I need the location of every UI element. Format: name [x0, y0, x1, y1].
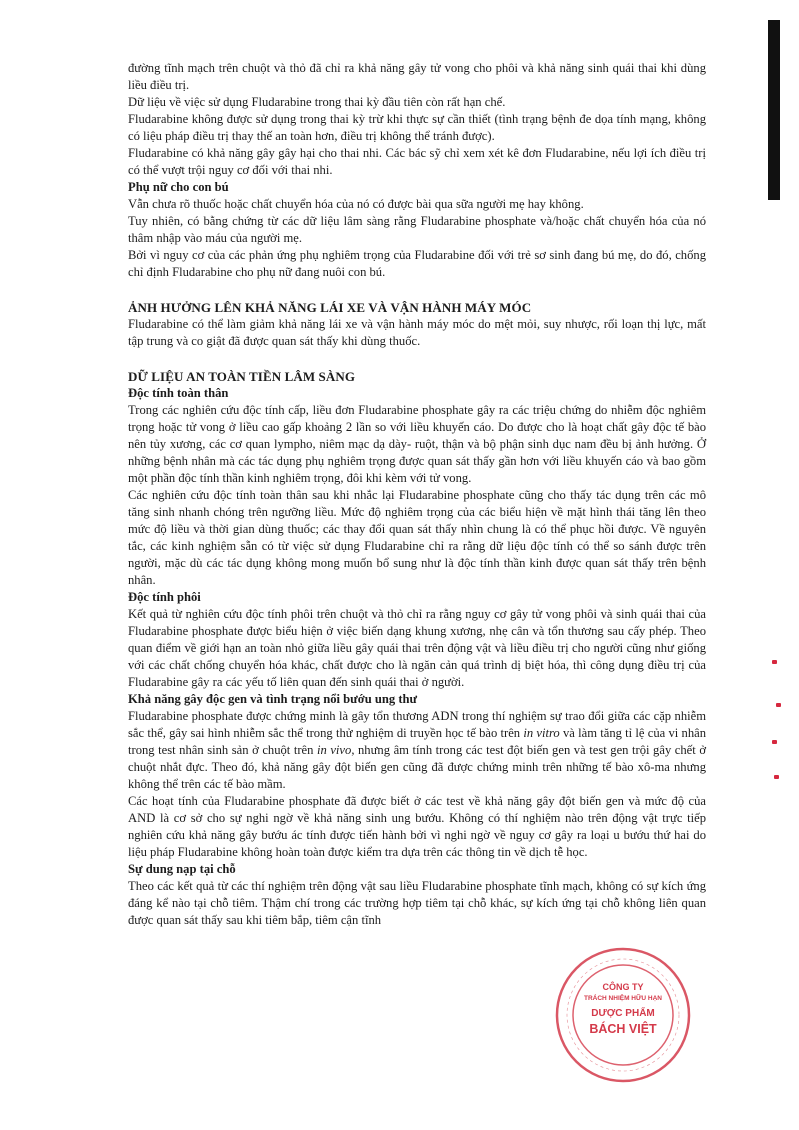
paragraph: đường tĩnh mạch trên chuột và thỏ đã chỉ ra khả năng gây tử vong cho phôi và khả năng sinh quái thai khi dùng liều điều trị. — [128, 61, 706, 92]
stamp-text-line2: TRÁCH NHIỆM HỮU HẠN — [584, 995, 662, 1002]
stamp-text-line1: CÔNG TY — [602, 982, 644, 992]
italic-term: in vivo — [316, 743, 352, 757]
paragraph: Fludarabine không được sử dụng trong thai kỳ trừ khi thực sự cần thiết (tình trạng bệnh đe dọa tính mạng, không có liệu pháp điều trị thay thế an toàn hơn, điều trị không thể tránh được). — [128, 112, 706, 143]
stamp-text-line3: DƯỢC PHẨM — [591, 1008, 655, 1019]
subheading-local-tolerance: Sự dung nạp tại chỗ — [128, 862, 236, 876]
paragraph: Dữ liệu về việc sử dụng Fludarabine trong thai kỳ đầu tiên còn rất hạn chế. — [128, 95, 506, 109]
document-page — [128, 60, 706, 929]
margin-mark — [772, 740, 777, 744]
section-heading-preclinical: DỮ LIỆU AN TOÀN TIỀN LÂM SÀNG — [128, 369, 356, 384]
paragraph: Kết quả từ nghiên cứu độc tính phôi trên chuột và thỏ chỉ ra rằng nguy cơ gây tử vong phôi và sinh quái thai của Fludarabine phosphate được biểu hiện ở việc biến dạng khung xương, nhẹ cân và tổn thương sau cấy phép. Theo quan điểm về giới hạn an toàn nhỏ giữa liều gây quái thai trên động vật và liều điều trị cho người cũng như giống với các chất chống chuyển hóa khác, chất được cho là ngăn cản quá trình dị biệt hóa, thì công dụng điều trị của Fludarabine gây ra các yếu tố liên quan đến sinh quái thai ở người. — [128, 607, 706, 689]
paragraph: Fludarabine có khả năng gây gây hại cho thai nhi. Các bác sỹ chỉ xem xét kê đơn Fludarabine, nếu lợi ích điều trị có thể vượt trội nguy cơ đối với thai nhi. — [128, 146, 706, 177]
margin-mark — [772, 660, 777, 664]
stamp-text-line4: BÁCH VIỆT — [589, 1022, 657, 1036]
paragraph: Vẫn chưa rõ thuốc hoặc chất chuyển hóa của nó có được bài qua sữa người mẹ hay không. — [128, 197, 584, 211]
section-heading-driving: ẢNH HƯỞNG LÊN KHẢ NĂNG LÁI XE VÀ VẬN HÀNH MÁY MÓC — [128, 300, 532, 315]
paragraph-text: và làm tăng tỉ lệ của vi nhân trong test nhân sinh sản ở chuột trên — [128, 726, 707, 757]
subheading-systemic-toxicity: Độc tính toàn thân — [128, 386, 229, 400]
paragraph: Fludarabine có thể làm giảm khả năng lái xe và vận hành máy móc do mệt mỏi, suy nhược, rối loạn thị lực, mất tập trung và co giật đã được quan sát thấy khi dùng thuốc. — [128, 317, 706, 348]
subheading-embryo-toxicity: Độc tính phôi — [128, 590, 201, 604]
paragraph: Tuy nhiên, có bằng chứng từ các dữ liệu lâm sàng rằng Fludarabine phosphate và/hoặc chất chuyển hóa của nó thâm nhập vào máu của người mẹ. — [128, 214, 706, 245]
paragraph: Các hoạt tính của Fludarabine phosphate đã được biết ở các test về khả năng gây đột biến gen và mức độ của AND là cơ sở cho sự nghi ngờ về khả năng sinh ung bướu. Không có thí nghiệm nào trên động vật trực tiếp nghiên cứu khả năng gây bướu ác tính được tiến hành bởi vì nghi ngờ về nguy cơ gây ra loại u bướu thứ hai do liệu pháp Fludarabine không hoàn toàn được kiểm tra dựa trên các thông tin về dịch tễ học. — [128, 794, 706, 859]
paragraph — [128, 708, 706, 793]
paragraph: Các nghiên cứu độc tính toàn thân sau khi nhắc lại Fludarabine phosphate cũng cho thấy tác dụng trên các mô tăng sinh nhanh chóng trên ngưỡng liều. Mức độ nghiêm trọng của các biểu hiện về mặt hình thái tăng lên theo mức độ liều và thời gian dùng thuốc; các thay đổi quan sát thấy nhìn chung là có thể phục hồi được. Về nguyên tắc, các kinh nghiệm sẵn có từ việc sử dụng Fludarabine chỉ ra rằng dữ liệu độc tính có thể so sánh được trên người, mặc dù các tác dụng không mong muốn bổ sung như là độc tính thần kinh được quan sát thấy trên bệnh nhân. — [128, 488, 706, 587]
paragraph: Trong các nghiên cứu độc tính cấp, liều đơn Fludarabine phosphate gây ra các triệu chứng do nhiễm độc nghiêm trọng hoặc tử vong ở liều cao gấp khoảng 2 lần so với liều khuyến cáo. Do được cho là hoạt chất gây độc tế bào nên tủy xương, các cơ quan lympho, niêm mạc dạ dày- ruột, thận và bộ phận sinh dục nam đều bị ảnh hưởng. Ở những bệnh nhân mà các tác dụng phụ nghiêm trọng được quan sát thấy gần hơn với liều khuyến cáo và bao gồm một phần độc tính thần kinh nghiêm trọng, đôi khi kèm với tử vong. — [128, 403, 706, 485]
margin-mark — [774, 775, 779, 779]
margin-mark — [776, 703, 781, 707]
scan-edge-bar — [768, 20, 780, 200]
subheading-genotoxicity: Khả năng gây độc gen và tình trạng nổi bướu ung thư — [128, 692, 418, 706]
subheading-breastfeeding: Phụ nữ cho con bú — [128, 180, 229, 194]
paragraph: Theo các kết quả từ các thí nghiệm trên động vật sau liều Fludarabine phosphate tĩnh mạch, không có sự kích ứng đáng kể nào tại chỗ tiêm. Thậm chí trong các trường hợp tiêm tại chỗ khác, sự kích ứng tại chỗ không liên quan được quan sát thấy sau khi tiêm bắp, tiêm cận tĩnh — [128, 879, 706, 927]
paragraph-text: , nhưng âm tính trong các test đột biến gen và test gen trội gây chết ở chuột nhắt đực. Theo đó, khả năng gây đột biến gen cũng đã được chứng minh trên những tế bào xô-ma nhưng không thể trên các tế bào mầm. — [128, 743, 706, 791]
paragraph-text: Fludarabine phosphate được chứng minh là gây tổn thương ADN trong thí nghiệm sự trao đổi giữa các cặp nhiễm sắc thể, gây sai hình nhiễm sắc thể trong thử nghiệm di truyền học tế bào trên — [128, 709, 706, 740]
italic-term: in vitro — [523, 726, 560, 740]
paragraph: Bởi vì nguy cơ của các phản ứng phụ nghiêm trọng của Fludarabine đối với trẻ sơ sinh đang bú mẹ, do đó, chống chỉ định Fludarabine cho phụ nữ đang nuôi con bú. — [128, 248, 706, 279]
